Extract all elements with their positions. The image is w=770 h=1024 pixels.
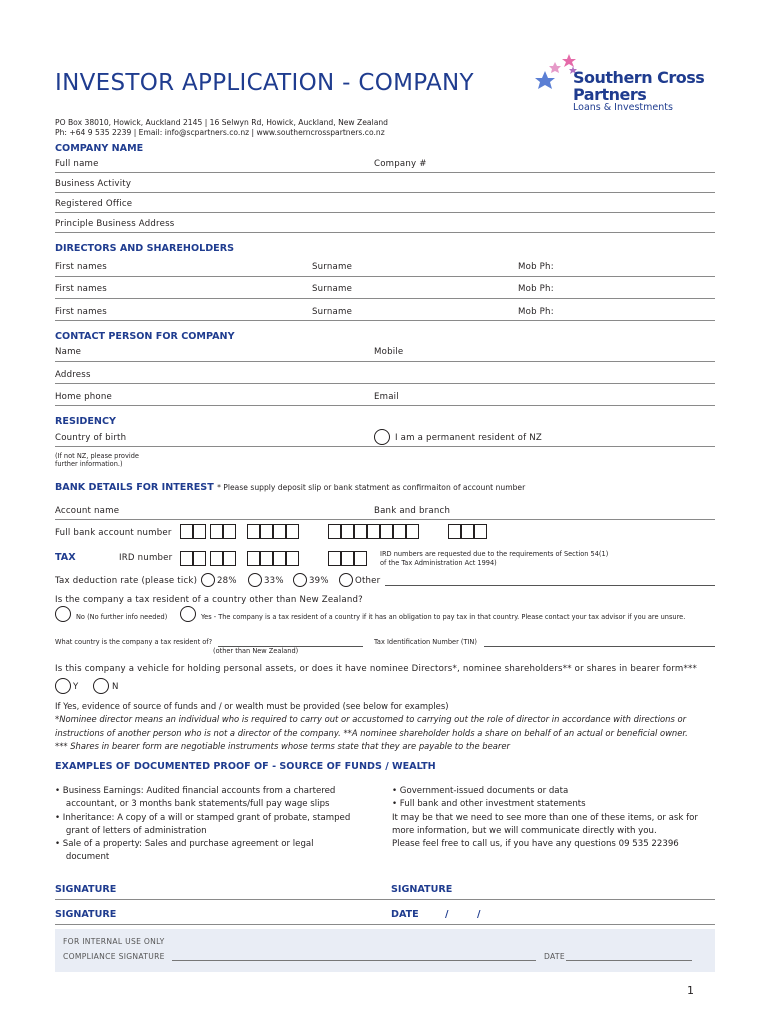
list-item: • Government-issued documents or data [392, 786, 569, 796]
vehicle-question: Is this company a vehicle for holding personal assets, or does it have nominee Directors*, nominee shareholders** or shares in bearer form*** [55, 664, 697, 674]
rate-39-radio[interactable] [293, 573, 307, 587]
ird-number-label: IRD number [119, 553, 173, 563]
rate-33-label: 33% [264, 576, 284, 586]
first-names-label: First names [55, 262, 107, 272]
tax-resident-yes-label: Yes - The company is a tax resident of a country if it has an obligation to pay tax in that country. Please contact your tax advisor if you are unsure. [201, 613, 686, 621]
ird-digit-box[interactable] [210, 551, 223, 566]
surname-label: Surname [312, 284, 353, 294]
rate-other-label: Other [355, 576, 381, 586]
vehicle-no-label: N [112, 682, 119, 692]
ird-digit-box[interactable] [247, 551, 260, 566]
account-digit-box[interactable] [393, 524, 406, 539]
tax-country-label: What country is the company a tax resident of? [55, 638, 213, 646]
account-digit-box[interactable] [193, 524, 206, 539]
signature-label-3: SIGNATURE [55, 909, 117, 920]
mobile-label: Mobile [374, 347, 404, 357]
other-rate-field[interactable] [385, 585, 715, 586]
divider [55, 172, 715, 173]
list-item: It may be that we need to see more than one of these items, or ask for [392, 812, 698, 823]
residency-note: (If not NZ, please provide [55, 452, 139, 460]
internal-use-title: FOR INTERNAL USE ONLY [63, 937, 165, 946]
principle-address-label: Principle Business Address [55, 219, 175, 229]
directors-section-heading: DIRECTORS AND SHAREHOLDERS [55, 243, 235, 254]
ird-digit-box[interactable] [341, 551, 354, 566]
bank-section-heading [55, 482, 525, 493]
company-section-heading: COMPANY NAME [55, 143, 144, 154]
company-logo [535, 52, 720, 116]
residency-section-heading: RESIDENCY [55, 416, 116, 427]
account-digit-box[interactable] [328, 524, 341, 539]
rate-39-label: 39% [309, 576, 329, 586]
contact-section-heading: CONTACT PERSON FOR COMPANY [55, 331, 235, 342]
signature-label-2: SIGNATURE [391, 884, 453, 895]
list-item: • Sale of a property: Sales and purchase agreement or legal [55, 839, 314, 850]
logo-text-line3: Loans & Investments [573, 102, 673, 113]
first-names-label: First names [55, 307, 107, 317]
divider [55, 361, 715, 362]
email-label: Email [374, 392, 399, 402]
ird-digit-box[interactable] [260, 551, 273, 566]
registered-office-label: Registered Office [55, 199, 133, 209]
divider [55, 212, 715, 213]
date-slash: / [445, 909, 449, 920]
tin-label: Tax Identification Number (TIN) [374, 638, 477, 646]
ird-note: IRD numbers are requested due to the requirements of Section 54(1) [380, 550, 609, 558]
permanent-resident-label: I am a permanent resident of NZ [395, 433, 542, 443]
full-account-label: Full bank account number [55, 528, 172, 538]
list-item: • Full bank and other investment statements [392, 799, 586, 810]
mob-ph-label: Mob Ph: [518, 262, 554, 272]
page-title: INVESTOR APPLICATION - COMPANY [55, 70, 474, 96]
divider [55, 446, 715, 447]
list-item: more information, but we will communicate directly with you. [392, 825, 657, 836]
list-item: • Inheritance: A copy of a will or stamped grant of probate, stamped [55, 812, 351, 823]
rate-28-label: 28% [217, 576, 237, 586]
business-activity-label: Business Activity [55, 179, 132, 189]
list-item: accountant, or 3 months bank statements/full pay wage slips [55, 799, 330, 810]
tax-resident-no-label: No (No further info needed) [76, 613, 168, 621]
account-digit-box[interactable] [474, 524, 487, 539]
ird-digit-box[interactable] [223, 551, 236, 566]
page-number: 1 [687, 984, 694, 997]
account-digit-box[interactable] [380, 524, 393, 539]
ird-digit-box[interactable] [273, 551, 286, 566]
account-digit-box[interactable] [354, 524, 367, 539]
vehicle-yes-label: Y [73, 682, 79, 692]
divider [55, 276, 715, 277]
account-digit-box[interactable] [367, 524, 380, 539]
divider [55, 192, 715, 193]
account-digit-box[interactable] [448, 524, 461, 539]
internal-use-panel [55, 929, 715, 972]
list-item: document [55, 852, 110, 863]
rate-other-radio[interactable] [339, 573, 353, 587]
divider [55, 405, 715, 406]
date-slash: / [477, 909, 481, 920]
account-digit-box[interactable] [341, 524, 354, 539]
first-names-label: First names [55, 284, 107, 294]
divider [55, 320, 715, 321]
examples-section-heading: EXAMPLES OF DOCUMENTED PROOF OF - SOURCE OF FUNDS / WEALTH [55, 761, 436, 772]
account-digit-box[interactable] [210, 524, 223, 539]
list-item: grant of letters of administration [55, 825, 207, 836]
logo-text-line1: Southern Cross [573, 68, 705, 87]
nominee-director-note: *Nominee director means an individual who is required to carry out or accustomed to carrying out the role of director in accordance with directions or [55, 714, 687, 724]
internal-date-label: DATE [544, 952, 565, 961]
divider [55, 383, 715, 384]
full-name-label: Full name [55, 159, 99, 169]
ird-digit-box[interactable] [286, 551, 299, 566]
residency-note: further information.) [55, 460, 123, 468]
surname-label: Surname [312, 262, 353, 272]
mob-ph-label: Mob Ph: [518, 284, 554, 294]
rate-33-radio[interactable] [248, 573, 262, 587]
vehicle-yes-radio[interactable] [55, 678, 71, 694]
surname-label: Surname [312, 307, 353, 317]
examples-right-list [392, 785, 698, 851]
bank-note: * Please supply deposit slip or bank statment as confirmaiton of account number [217, 483, 526, 492]
rate-28-radio[interactable] [201, 573, 215, 587]
internal-date-field[interactable] [566, 960, 692, 961]
list-item: • Business Earnings: Audited financial accounts from a chartered [55, 786, 336, 796]
account-digit-box[interactable] [223, 524, 236, 539]
divider [55, 298, 715, 299]
tax-rate-label: Tax deduction rate (please tick) [55, 576, 198, 586]
address-line: PO Box 38010, Howick, Auckland 2145 | 16 Selwyn Rd, Howick, Auckland, New Zealand [55, 118, 388, 127]
account-digit-box[interactable] [260, 524, 273, 539]
ird-digit-box[interactable] [328, 551, 341, 566]
date-line[interactable] [55, 924, 715, 925]
divider [55, 232, 715, 233]
other-than-nz-note: (other than New Zealand) [213, 647, 299, 655]
date-label: DATE [391, 909, 419, 920]
contact-name-label: Name [55, 347, 82, 357]
bank-heading-text: BANK DETAILS FOR INTEREST [55, 482, 214, 493]
vehicle-evidence-note: If Yes, evidence of source of funds and / or wealth must be provided (see below for examples) [55, 701, 449, 711]
tax-resident-yes-radio[interactable] [180, 606, 196, 622]
address-label: Address [55, 370, 91, 380]
ird-note: of the Tax Administration Act 1994) [380, 559, 497, 567]
account-digit-box[interactable] [180, 524, 193, 539]
examples-left-list [55, 785, 350, 865]
mob-ph-label: Mob Ph: [518, 307, 554, 317]
account-name-label: Account name [55, 506, 120, 516]
tin-field[interactable] [484, 646, 715, 647]
home-phone-label: Home phone [55, 392, 113, 402]
divider [55, 519, 715, 520]
ird-digit-box[interactable] [354, 551, 367, 566]
tax-resident-no-radio[interactable] [55, 606, 71, 622]
list-item: Please feel free to call us, if you have any questions 09 535 22396 [392, 839, 679, 850]
compliance-signature-label: COMPLIANCE SIGNATURE [63, 952, 165, 961]
ird-digit-box[interactable] [180, 551, 193, 566]
nominee-shareholder-note: instructions of another person who is not a director of the company. **A nominee shareholder holds a share on behalf of an actual or beneficial owner. [55, 728, 688, 738]
account-digit-box[interactable] [286, 524, 299, 539]
contact-line: Ph: +64 9 535 2239 | Email: info@scpartners.co.nz | www.southerncrosspartners.co.nz [55, 128, 385, 137]
logo-text-line2: Partners [573, 85, 647, 104]
ird-digit-box[interactable] [193, 551, 206, 566]
signature-label-1: SIGNATURE [55, 884, 117, 895]
tax-resident-question: Is the company a tax resident of a country other than New Zealand? [55, 595, 363, 605]
signature-line[interactable] [55, 899, 715, 900]
company-number-label: Company # [374, 159, 427, 169]
account-digit-box[interactable] [247, 524, 260, 539]
account-digit-box[interactable] [406, 524, 419, 539]
bearer-shares-note: *** Shares in bearer form are negotiable instruments whose terms state that they are payable to the bearer [55, 741, 510, 751]
country-of-birth-label: Country of birth [55, 433, 127, 443]
account-digit-box[interactable] [461, 524, 474, 539]
compliance-signature-field[interactable] [172, 960, 536, 961]
tax-section-heading: TAX [55, 552, 76, 563]
vehicle-no-radio[interactable] [93, 678, 109, 694]
bank-branch-label: Bank and branch [374, 506, 451, 516]
account-digit-box[interactable] [273, 524, 286, 539]
permanent-resident-radio[interactable] [374, 429, 390, 445]
